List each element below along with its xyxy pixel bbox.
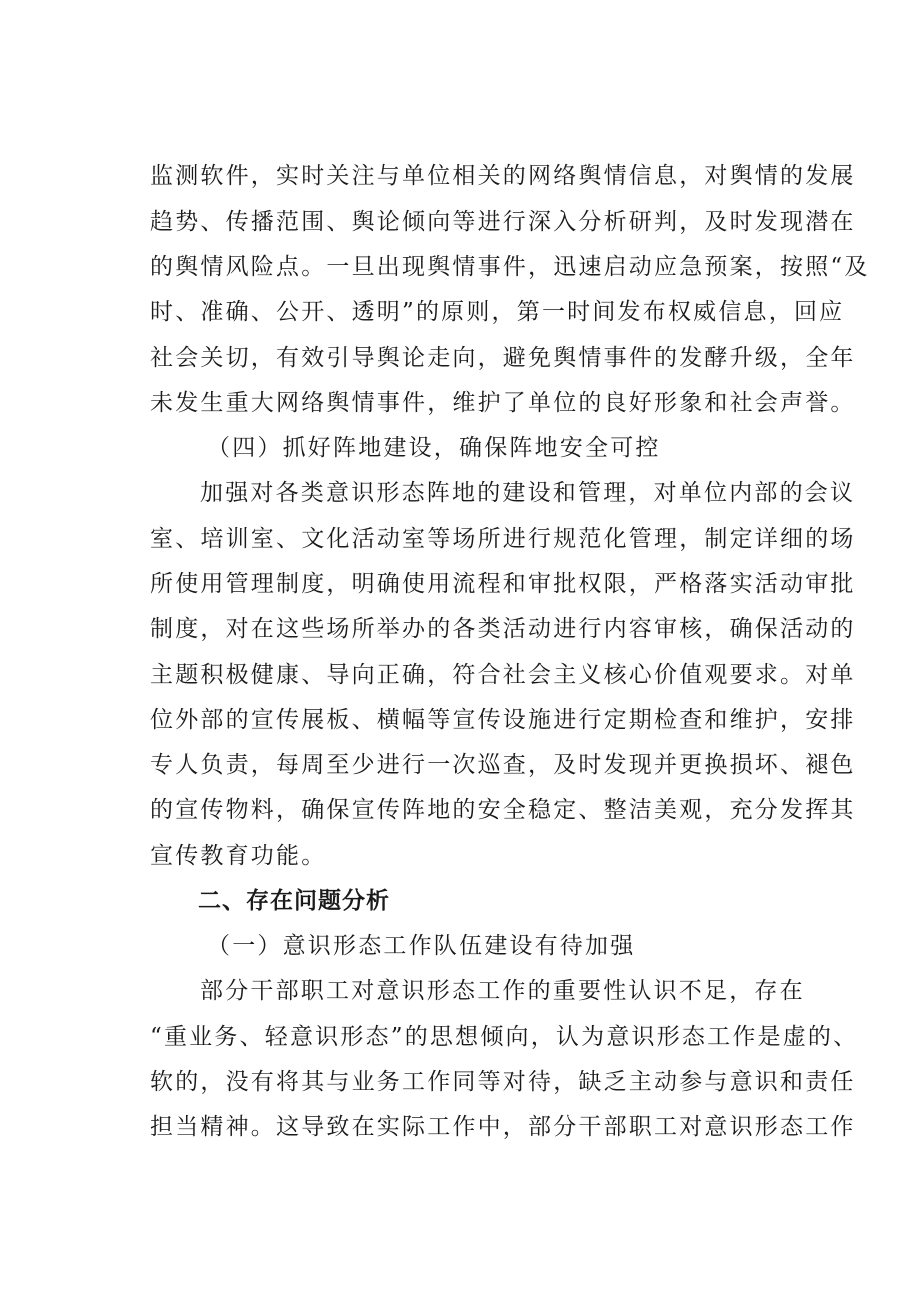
paragraph-line: 室、培训室、文化活动室等场所进行规范化管理，制定详细的场 xyxy=(150,526,856,552)
subsection-heading: （四）抓好阵地建设，确保阵地安全可控 xyxy=(207,435,661,461)
paragraph-line: 的宣传物料，确保宣传阵地的安全稳定、整洁美观，充分发挥其 xyxy=(150,797,856,823)
paragraph-line: 制度，对在这些场所举办的各类活动进行内容审核，确保活动的 xyxy=(150,616,856,642)
subsection-heading: （一）意识形态工作队伍建设有待加强 xyxy=(207,933,636,959)
paragraph-line: 位外部的宣传展板、横幅等宣传设施进行定期检查和维护，安排 xyxy=(150,707,856,733)
paragraph-line: 所使用管理制度，明确使用流程和审批权限，严格落实活动审批 xyxy=(150,571,856,597)
paragraph-line: 的舆情风险点。一旦出现舆情事件，迅速启动应急预案，按照“及 xyxy=(150,254,870,280)
paragraph-line: 部分干部职工对意识形态工作的重要性认识不足，存在 xyxy=(200,978,805,1004)
paragraph-line: 宣传教育功能。 xyxy=(150,843,327,869)
paragraph-line: 软的，没有将其与业务工作同等对待，缺乏主动参与意识和责任 xyxy=(150,1069,856,1095)
paragraph-line: “重业务、轻意识形态”的思想倾向，认为意识形态工作是虚的、 xyxy=(150,1024,859,1050)
paragraph-line: 监测软件，实时关注与单位相关的网络舆情信息，对舆情的发展 xyxy=(150,163,856,189)
paragraph-line: 社会关切，有效引导舆论走向，避免舆情事件的发酵升级，全年 xyxy=(150,345,856,371)
paragraph-line: 未发生重大网络舆情事件，维护了单位的良好形象和社会声誉。 xyxy=(150,390,856,416)
paragraph-line: 时、准确、公开、透明”的原则，第一时间发布权威信息，回应 xyxy=(150,299,845,325)
paragraph-line: 担当精神。这导致在实际工作中，部分干部职工对意识形态工作 xyxy=(150,1114,856,1140)
paragraph-line: 趋势、传播范围、舆论倾向等进行深入分析研判，及时发现潜在 xyxy=(150,209,856,235)
paragraph-line: 加强对各类意识形态阵地的建设和管理，对单位内部的会议 xyxy=(200,480,856,506)
section-heading: 二、存在问题分析 xyxy=(198,888,390,914)
paragraph-line: 主题积极健康、导向正确，符合社会主义核心价值观要求。对单 xyxy=(150,662,856,688)
paragraph-line: 专人负责，每周至少进行一次巡查，及时发现并更换损坏、褪色 xyxy=(150,752,856,778)
